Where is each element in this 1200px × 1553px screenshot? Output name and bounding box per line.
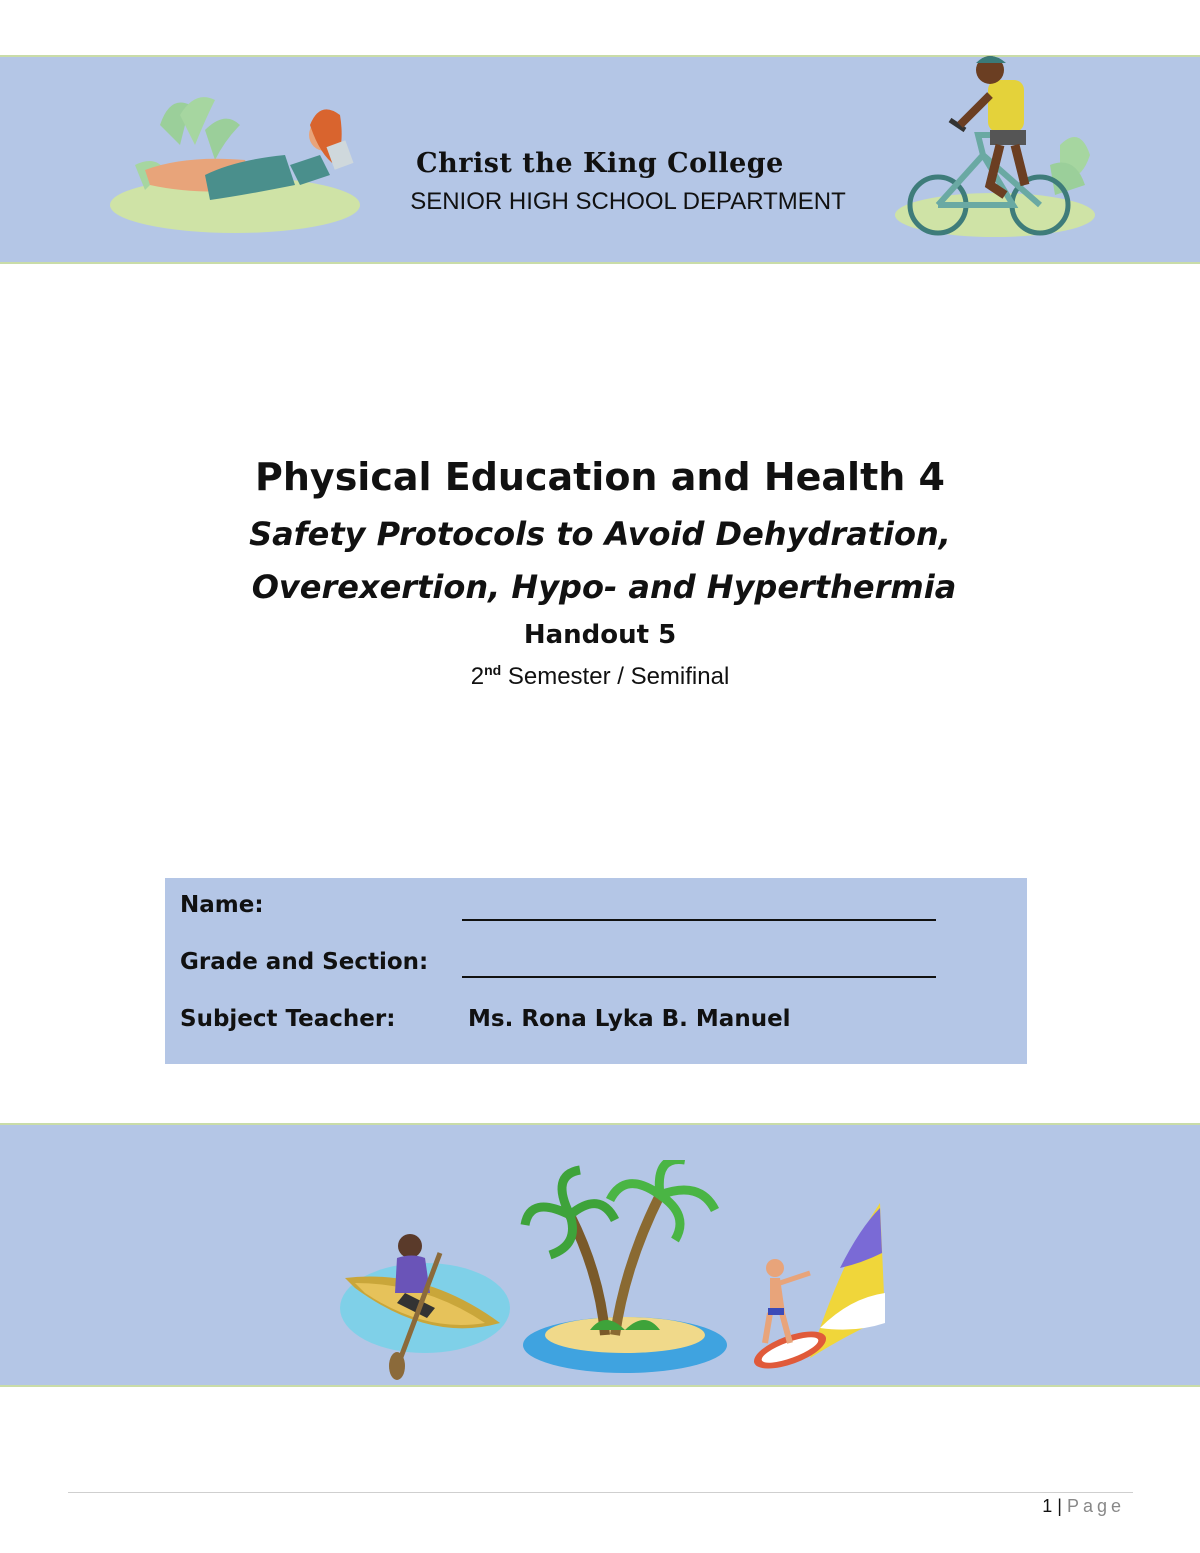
semester-text: Semester / Semifinal bbox=[501, 663, 730, 690]
grade-section-blank-line[interactable] bbox=[462, 976, 936, 978]
subject-teacher-value: Ms. Rona Lyka B. Manuel bbox=[468, 1006, 791, 1032]
name-blank-line[interactable] bbox=[462, 919, 936, 921]
page-number: 1 bbox=[1042, 1496, 1053, 1516]
name-label: Name: bbox=[180, 892, 264, 918]
school-name: Christ the King College bbox=[416, 148, 784, 179]
palm-island-illustration bbox=[520, 1160, 730, 1375]
page-footer bbox=[1042, 1496, 1125, 1517]
page-word: Page bbox=[1066, 1496, 1125, 1516]
canoe-illustration bbox=[335, 1228, 510, 1383]
subtitle-line-2: Overexertion, Hypo- and Hyperthermia bbox=[251, 568, 957, 606]
subtitle-line-1: Safety Protocols to Avoid Dehydration, bbox=[249, 515, 951, 553]
page-title: Physical Education and Health 4 bbox=[255, 455, 945, 499]
semester-ordinal: nd bbox=[484, 662, 502, 678]
footer-separator: | bbox=[1057, 1496, 1062, 1516]
student-info-box bbox=[165, 878, 1027, 1064]
grade-section-label: Grade and Section: bbox=[180, 949, 429, 975]
handout-label: Handout 5 bbox=[523, 620, 677, 650]
semester-number: 2 bbox=[470, 663, 485, 690]
footer-divider bbox=[68, 1492, 1133, 1493]
windsurfer-illustration bbox=[750, 1198, 890, 1370]
subject-teacher-label: Subject Teacher: bbox=[180, 1006, 396, 1032]
department-name: SENIOR HIGH SCHOOL DEPARTMENT bbox=[410, 188, 846, 215]
semester-label bbox=[0, 662, 1200, 691]
